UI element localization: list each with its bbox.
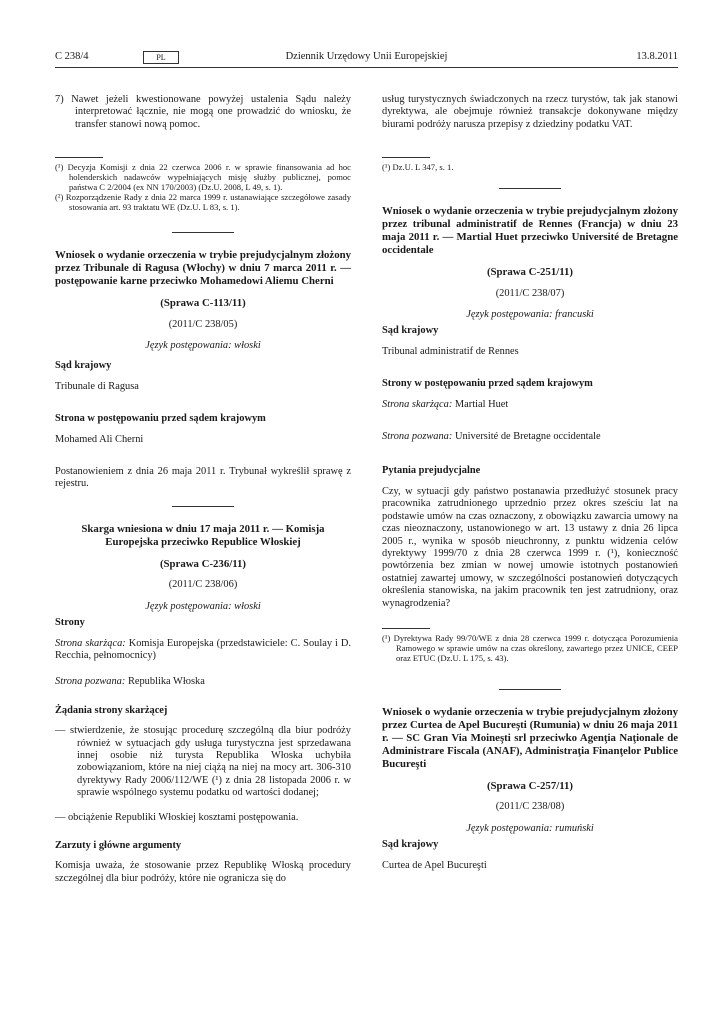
continued-text: usług turystycznych świadczonych na rzecz turystów, tak jak stanowi dyrektywa, ale obejmuje również transakcje dokonywane między biurami podróży narusza przepisy z dziedziny podatku VAT. (382, 94, 678, 130)
pleas-heading-c236: Zarzuty i główne argumenty (55, 839, 182, 851)
case-title-c113: Wniosek o wydanie orzeczenia w trybie prejudycjalnym złożony przez Tribunale di Ragusa (Włochy) w dniu 7 marca 2011 r. — postępowanie karne przeciwko Mohamedowi Aliemu Cherni (55, 249, 351, 288)
footnote-2: (²) Rozporządzenie Rady z dnia 22 marca 1999 r. ustanawiające szczegółowe zasady stosowania art. 93 traktatu WE (Dz.U. L 83, s. 1). (55, 192, 351, 213)
claim-1: — stwierdzenie, że stosując procedurę szczególną dla biur podróży również w sytuacjach gdy usługa turystyczna jest sprzedawana innej osobie niż turysta Republika Włoska uchybiła zobowiązaniom, które na niej ciążą na niej na mocy art. 306-310 dyrektywy Rady 2006/112/WE (¹) z dnia 28 listopada 2006 r. w sprawie wspólnego systemu podatku od wartości dodanej; (55, 725, 351, 799)
order-c113: Postanowieniem z dnia 26 maja 2011 r. Trybunał wykreślił sprawę z rejestru. (55, 466, 351, 490)
case-number-c113: (Sprawa C-113/11) (160, 297, 246, 310)
point-7: 7) Nawet jeżeli kwestionowane powyżej ustalenia Sądu należy interpretować łącznie, nie mogą one prowadzić do wniosku, że transfer stanowi nową pomoc. (55, 94, 351, 130)
left-column (55, 94, 351, 885)
court-c257: Curtea de Apel Bucureşti (382, 859, 487, 871)
journal-issue: C 238/4 (55, 51, 89, 62)
case-language-c236: Język postępowania: włoski (145, 600, 261, 612)
case-language-c113: Język postępowania: włoski (145, 340, 261, 352)
case-language-c257: Język postępowania: rumuński (466, 822, 594, 834)
pleas-text-c236: Komisja uważa, że stosowanie przez Republikę Włoską procedury szczególnej dla biur podróży, które nie ogranicza się do (55, 860, 351, 884)
header-rule (55, 67, 678, 68)
party-c113: Mohamed Ali Cherni (55, 433, 144, 445)
case-number-c251: (Sprawa C-251/11) (486, 266, 574, 279)
case-ref-c236: (2011/C 238/06) (168, 579, 238, 591)
section-separator (499, 188, 561, 189)
court-c113: Tribunale di Ragusa (55, 380, 139, 392)
footnotes (55, 162, 351, 212)
applicant-c236: Strona skarżąca: Komisja Europejska (przedstawiciele: C. Soulay i D. Recchia, pełnomocnicy) (55, 637, 352, 661)
case-ref-c251: (2011/C 238/07) (495, 287, 565, 299)
footnote-c251: (¹) Dyrektywa Rady 99/70/WE z dnia 28 czerwca 1999 r. dotycząca Porozumienia Ramowego w sprawie umów na czas określony, zawartego przez UNICE, CEEP oraz ETUC (Dz.U. L 175, s. 43). (382, 632, 678, 663)
section-separator (172, 506, 234, 507)
footnote-rule (382, 157, 430, 158)
case-title-c236: Skarga wniesiona w dniu 17 maja 2011 r. — Komisja Europejska przeciwko Republice Włoskiej (81, 522, 325, 548)
language-box: PL (143, 51, 179, 64)
case-number-c236: (Sprawa C-236/11) (159, 557, 247, 570)
section-separator (172, 232, 234, 233)
parties-heading-c236: Strony (55, 617, 85, 629)
claims-heading-c236: Żądania strony skarżącej (55, 704, 168, 716)
court-heading-c113: Sąd krajowy (55, 360, 112, 372)
journal-title: Dziennik Urzędowy Unii Europejskiej (285, 51, 448, 62)
case-ref-c257: (2011/C 238/08) (495, 801, 565, 813)
question-c251: Czy, w sytuacji gdy państwo postanawia przedłużyć stosunek pracy pracownika zatrudnionego uprzednio przez okres sześciu lat na podstawie umów na czas oznaczony, z obowiązku zawarcia umowy na czas nieoznaczony, ustanowionego w art. 13 ustawy z dnia 26 lipca 2005 r., wynika w sposób nieuchronny, z punktu widzenia celów dyrektywy 1999/70 z dnia 28 czerwca 1999 r. (¹), konieczność powtórzenia bez zmian w nowej umowie istotnych postanowień ostatniej zawartej umowy, w szczególności postanowień dotyczących określenia stanowiska, na jakim pracownik ten jest zatrudniony, oraz wynagrodzenia? (382, 485, 678, 609)
section-separator (499, 689, 561, 690)
footnote-right-1: (¹) Dz.U. L 347, s. 1. (382, 162, 454, 173)
page-header (55, 51, 678, 65)
court-heading-c251: Sąd krajowy (382, 325, 439, 337)
case-language-c251: Język postępowania: francuski (466, 309, 594, 321)
claim-2: — obciążenie Republiki Włoskiej kosztami postępowania. (55, 811, 299, 823)
party-heading-c113: Strona w postępowaniu przed sądem krajowym (55, 413, 266, 425)
parties-heading-c251: Strony w postępowaniu przed sądem krajowym (382, 378, 593, 390)
applicant-c251: Strona skarżąca: Martial Huet (382, 398, 509, 410)
case-ref-c113: (2011/C 238/05) (168, 318, 238, 330)
defendant-c236: Strona pozwana: Republika Włoska (55, 676, 205, 688)
defendant-c251: Strona pozwana: Université de Bretagne occidentale (382, 431, 601, 443)
footnote-1: (¹) Decyzja Komisji z dnia 22 czerwca 2006 r. w sprawie finansowania ad hoc holenderskich nadawców wypełniających misję służby publicznej, pomoc państwa C 2/2004 (ex NN 170/2003) (Dz.U. 2008, L 49, s. 1). (55, 162, 351, 193)
court-c251: Tribunal administratif de Rennes (382, 345, 519, 357)
footnote-rule (55, 157, 103, 158)
case-title-c251: Wniosek o wydanie orzeczenia w trybie prejudycjalnym złożony przez tribunal administratif de Rennes (Francja) w dniu 23 maja 2011 r. — Martial Huet przeciwko Université de Bretagne occidentale (382, 205, 678, 257)
court-heading-c257: Sąd krajowy (382, 839, 439, 851)
case-number-c257: (Sprawa C-257/11) (486, 779, 574, 792)
right-column (382, 94, 678, 872)
questions-heading-c251: Pytania prejudycjalne (382, 465, 481, 477)
case-title-c257: Wniosek o wydanie orzeczenia w trybie prejudycjalnym złożony przez Curtea de Apel Bucureşti (Rumunia) w dniu 26 maja 2011 r. — SC Gran Via Moineşti srl przeciwko Agenţia Naţionale de Administrare Fiscala (ANAF), Administraţia Finanţelor Publice Bucureşti (382, 705, 678, 770)
journal-date: 13.8.2011 (636, 51, 678, 62)
footnote-rule (382, 628, 430, 629)
